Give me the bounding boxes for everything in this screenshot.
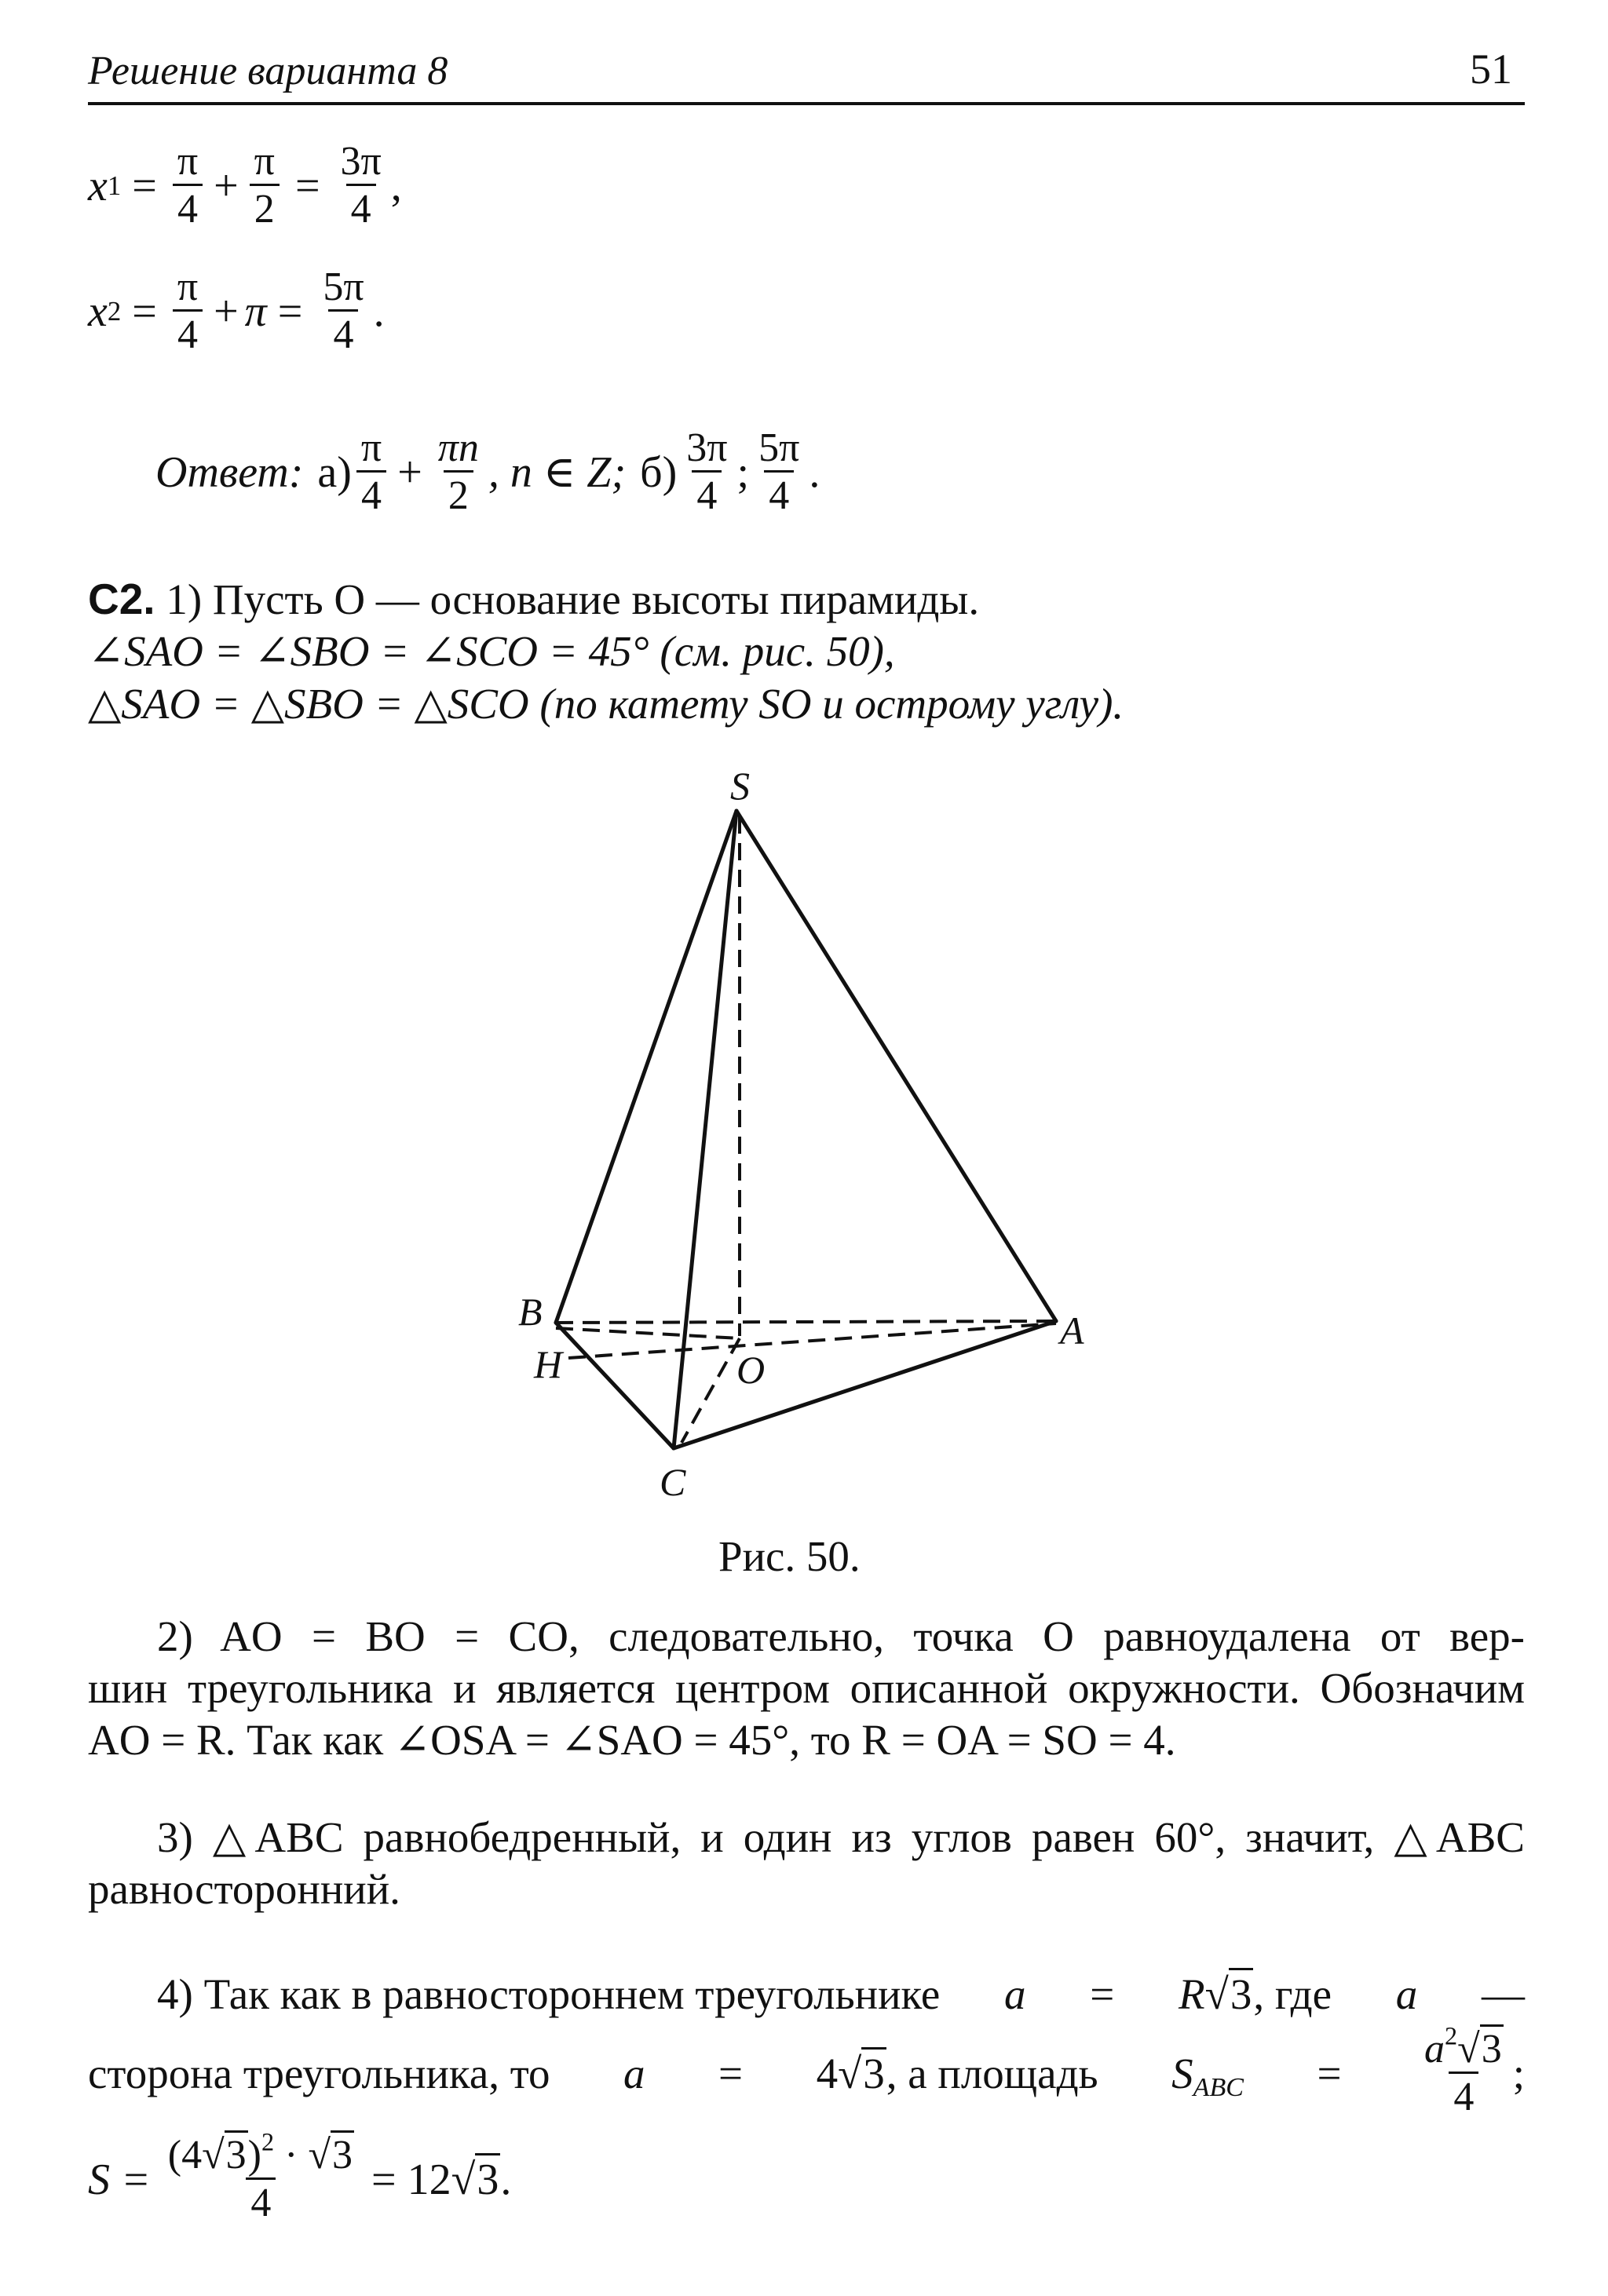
- edge-CA: [674, 1321, 1056, 1448]
- label-H: H: [534, 1342, 563, 1386]
- answer-b-frac-1: $\frac{3\pi}{4}$: [686, 425, 728, 518]
- x2-frac-1: $\frac{\pi}{4}$: [173, 267, 203, 356]
- x1-frac-1: $\frac{\pi}{4}$: [173, 141, 203, 230]
- c2-label: C2.: [88, 575, 155, 623]
- para2-line-2: шин треугольника и является центром описанной окружности. Обозначим: [88, 1664, 1525, 1712]
- edge-BA-hidden: [556, 1321, 1056, 1323]
- label-S: S: [730, 764, 750, 808]
- para2-line-3: AO = R. Так как ∠OSA = ∠SAO = 45°, то R = OA = SO = 4.: [88, 1716, 1176, 1764]
- para4-line-1: 4) Так как в равностороннем треугольнике a = R√3, где a —: [157, 1969, 1525, 2020]
- answer-b-frac-2: $\frac{5\pi}{4}$: [758, 425, 800, 518]
- c2-line-2: ∠SAO = ∠SBO = ∠SCO = 45° (см. рис. 50),: [88, 627, 895, 675]
- page-number: 51: [1470, 46, 1512, 93]
- c2-line-3: △SAO = △SBO = △SCO (по катету SO и острому углу).: [88, 680, 1124, 728]
- x1-frac-2: $\frac{\pi}{2}$: [250, 141, 280, 230]
- para4-l1-text: 4) Так как в равностороннем треугольнике: [157, 1970, 941, 2018]
- segment-HA: [568, 1323, 1056, 1358]
- answer-label: Ответ:: [155, 447, 304, 497]
- area-formula-frac: $\frac{a^2√3}{4}$: [1424, 2021, 1502, 2119]
- label-B: B: [518, 1290, 543, 1334]
- edge-SC: [674, 811, 736, 1448]
- answer-a-frac-2: $\frac{\pi n}{2}$: [437, 425, 479, 518]
- answer-line: Ответ: а) $\frac{\pi}{4}$ + $\frac{\pi n}{2}$ , n ∈ Z; б) $\frac{3\pi}{4}$ ; $\frac{5\pi}{4}$ .: [155, 425, 820, 518]
- answer-part-b: б): [640, 447, 678, 497]
- figure-caption: Рис. 50.: [718, 1532, 861, 1580]
- para3-line-2: равносторонний.: [88, 1865, 400, 1913]
- edge-BC: [556, 1323, 674, 1448]
- label-O: O: [736, 1348, 766, 1392]
- segment-BO: [556, 1328, 740, 1338]
- running-header-title: Решение варианта 8: [88, 49, 448, 93]
- para4-line-3: S = $\frac{(4√3)^2 \cdot √3}{4}$ = 12√3.: [88, 2127, 512, 2225]
- edge-SA: [736, 811, 1056, 1321]
- c2-line1-text: 1) Пусть O — основание высоты пирамиды.: [155, 575, 980, 623]
- x2-var: x: [88, 287, 108, 336]
- x1-var: x: [88, 161, 108, 210]
- x2-result: $\frac{5\pi}{4}$: [323, 265, 364, 357]
- segment-OC: [682, 1338, 740, 1443]
- equation-x1: x 1 = $\frac{\pi}{4}$ + $\frac{\pi}{2}$ = $\frac{3\pi}{4}$ ,: [88, 139, 402, 232]
- equation-x2: x 2 = $\frac{\pi}{4}$ + π = $\frac{5\pi}{4}$ .: [88, 265, 385, 357]
- answer-a-frac-1: $\frac{\pi}{4}$: [356, 428, 386, 517]
- para2-line-1: 2) AO = BO = CO, следовательно, точка O равноудалена от вер-: [157, 1612, 1525, 1660]
- area-result-frac: $\frac{(4√3)^2 \cdot √3}{4}$: [167, 2127, 353, 2225]
- answer-a-set: , n ∈ Z;: [488, 448, 627, 497]
- para3-line-1: 3) △ABC равнобедренный, и один из углов равен 60°, значит, △ABC: [157, 1813, 1525, 1861]
- para4-l2-text: сторона треугольника, то: [88, 2049, 550, 2097]
- answer-part-a: а): [317, 447, 352, 497]
- label-C: C: [660, 1460, 686, 1504]
- para4-line-2: сторона треугольника, то a = 4√3, а площадь $S_{ABC}$ = $\frac{a^2√3}{4}$ ;: [88, 2021, 1525, 2119]
- label-A: A: [1060, 1309, 1084, 1352]
- x1-result: $\frac{3\pi}{4}$: [340, 139, 382, 232]
